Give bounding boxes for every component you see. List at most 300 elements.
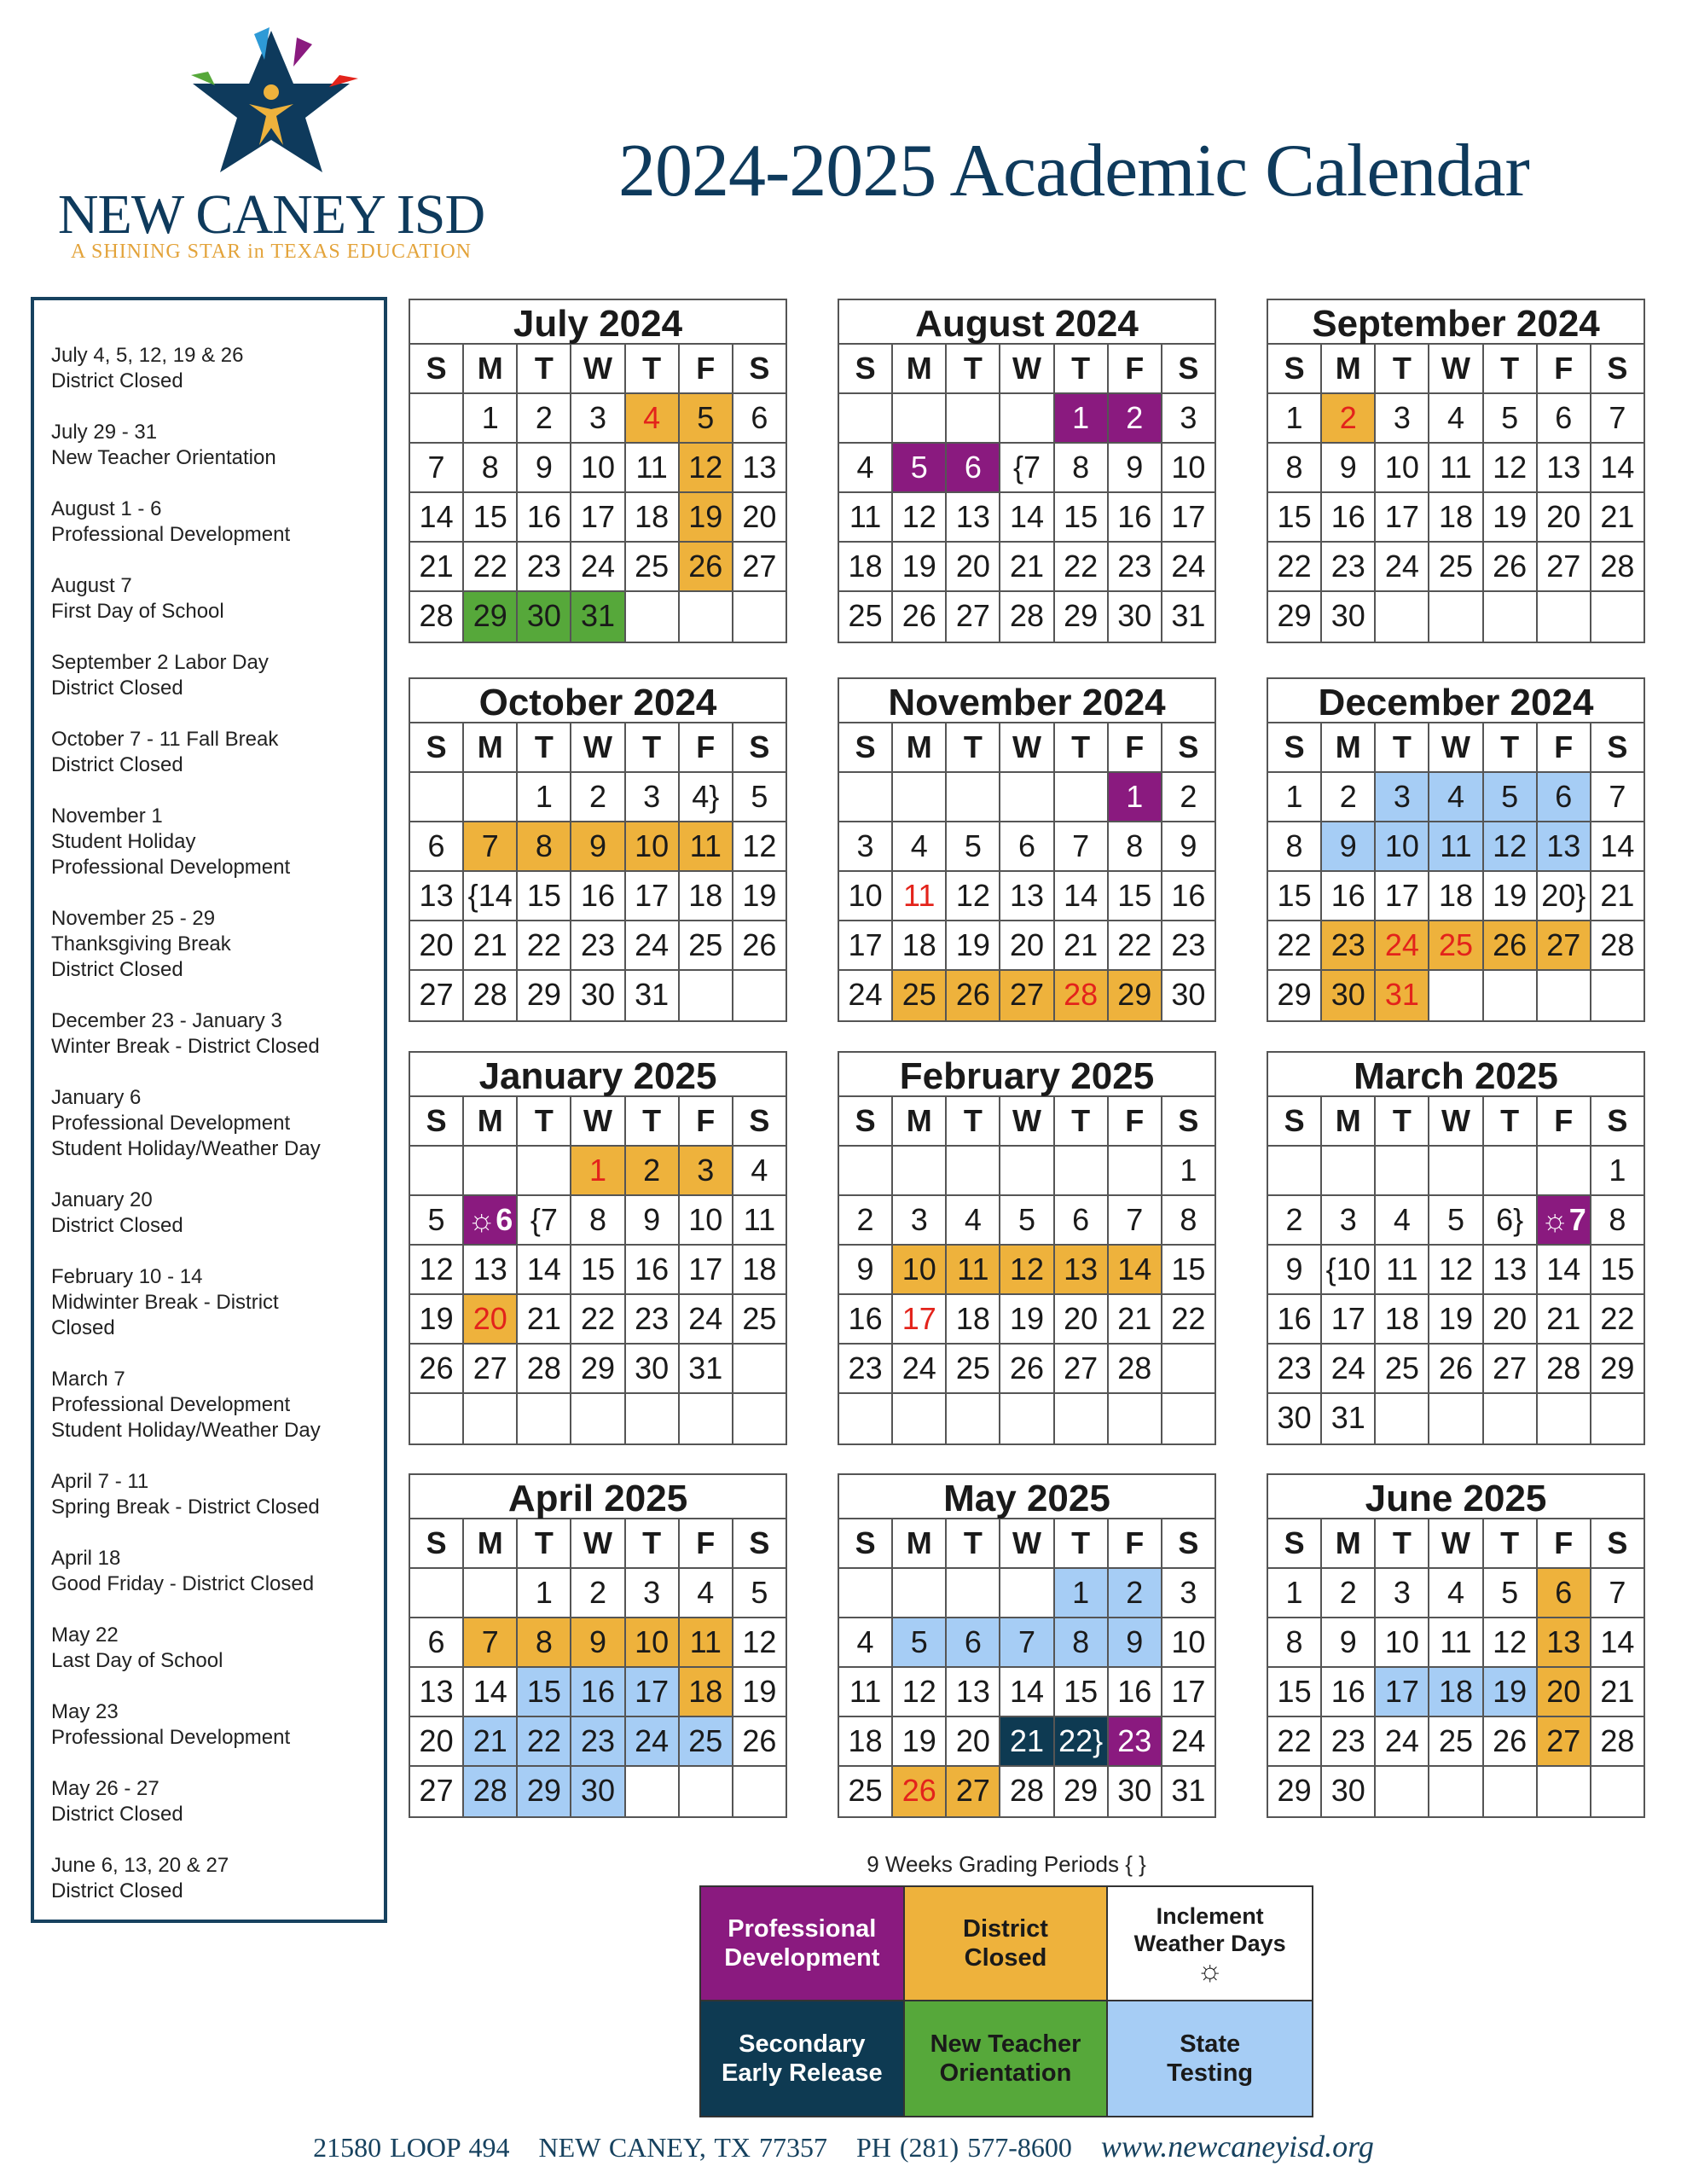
day-cell: [410, 773, 464, 821]
day-cell: [464, 1147, 518, 1194]
day-cell: 28: [1000, 1767, 1054, 1816]
weekday-label: S: [1268, 1519, 1322, 1567]
weekday-label: W: [571, 345, 625, 392]
day-cell: [410, 394, 464, 442]
day-cell: 14: [464, 1668, 518, 1716]
day-cell: [839, 1394, 893, 1443]
week-row: [839, 1246, 1215, 1295]
day-cell: 16: [626, 1246, 680, 1293]
week-row: [1268, 543, 1644, 592]
weekday-label: W: [1429, 723, 1483, 771]
sidebar-item: [51, 420, 384, 497]
day-cell: 3: [1322, 1196, 1376, 1244]
day-cell: 7: [1109, 1196, 1162, 1244]
day-cell: 30: [626, 1345, 680, 1392]
day-cell: 19: [947, 921, 1000, 969]
legend-label-line: Secondary: [739, 2030, 866, 2058]
day-cell: 26: [1484, 543, 1538, 590]
week-row: [839, 1295, 1215, 1345]
day-cell: 22: [1268, 1717, 1322, 1765]
sidebar-item-line: January 6: [51, 1086, 142, 1109]
day-cell: 17: [571, 493, 625, 541]
weekday-label: W: [571, 1519, 625, 1567]
day-cell: 18: [742, 1252, 777, 1287]
week-row: [839, 822, 1215, 872]
day-cell: 15: [518, 872, 571, 920]
day-cell: 21: [1600, 1674, 1635, 1709]
day-cell: 15: [464, 493, 518, 541]
day-cell: 23: [1322, 1717, 1376, 1765]
day-cell: 25: [947, 1345, 1000, 1392]
day-cell: [1591, 971, 1644, 1020]
day-cell: 13: [410, 872, 464, 920]
day-cell: 7: [1609, 400, 1626, 435]
sidebar-item-line: District Closed: [51, 677, 183, 700]
weekday-header: [410, 723, 786, 773]
day-cell: 28: [1600, 1723, 1635, 1758]
week-row: [1268, 1618, 1644, 1668]
day-cell: 4: [1429, 1569, 1483, 1617]
week-row: [410, 444, 786, 493]
sidebar-item-line: Spring Break - District Closed: [51, 1496, 320, 1519]
week-row: [410, 1394, 786, 1443]
weekday-label: S: [749, 729, 770, 764]
day-cell: 3: [680, 1147, 733, 1194]
week-row: [1268, 1668, 1644, 1717]
weekday-label: T: [1055, 1097, 1109, 1145]
day-cell: 9: [1180, 828, 1197, 863]
day-cell: 11: [1429, 822, 1483, 870]
week-row: [1268, 1196, 1644, 1246]
weekday-label: T: [1055, 345, 1109, 392]
weekday-label: M: [1322, 723, 1376, 771]
day-cell: 7: [1000, 1618, 1054, 1666]
week-row: [410, 592, 786, 642]
day-cell: 27: [410, 971, 464, 1020]
day-cell: 28: [1600, 549, 1635, 584]
day-cell: 25: [680, 1717, 733, 1765]
page-title: 2024-2025 Academic Calendar: [618, 130, 1529, 212]
weekday-label: F: [1109, 1097, 1162, 1145]
weekday-label: M: [1322, 1097, 1376, 1145]
day-cell: 6: [1538, 1569, 1591, 1617]
day-cell: 27: [1538, 543, 1591, 590]
weekday-label: S: [1268, 345, 1322, 392]
day-cell: 30: [1109, 1767, 1162, 1816]
sidebar-item-line: Closed: [51, 1316, 115, 1339]
sidebar-item-line: Good Friday - District Closed: [51, 1572, 315, 1595]
weekday-label: M: [464, 345, 518, 392]
day-cell: 24: [1322, 1345, 1376, 1392]
weekday-label: F: [1538, 1097, 1591, 1145]
weekday-label: M: [464, 1519, 518, 1567]
week-row: [839, 493, 1215, 543]
day-cell: 4: [839, 444, 893, 491]
day-cell: 20}: [1538, 872, 1591, 920]
sidebar-item-line: August 7: [51, 574, 132, 597]
day-cell: [1538, 592, 1591, 642]
day-cell: 17: [893, 1295, 947, 1343]
day-cell: 5: [680, 394, 733, 442]
day-cell: {7: [1000, 444, 1054, 491]
day-cell: 20: [1000, 921, 1054, 969]
week-row: [410, 394, 786, 444]
day-cell: 5: [410, 1196, 464, 1244]
week-row: [410, 822, 786, 872]
day-cell: 23: [839, 1345, 893, 1392]
week-row: [410, 921, 786, 971]
day-cell: 1: [464, 394, 518, 442]
day-cell: 11: [947, 1246, 1000, 1293]
week-row: [410, 1668, 786, 1717]
day-cell: 11: [1429, 444, 1483, 491]
day-cell: [1000, 394, 1054, 442]
day-cell: 31: [1322, 1394, 1376, 1443]
day-cell: 2: [1109, 394, 1162, 442]
day-cell: 14: [1600, 450, 1635, 485]
day-cell: [1376, 1767, 1429, 1816]
weekday-header: [839, 1097, 1215, 1147]
weekday-label: T: [947, 723, 1000, 771]
day-cell: 2: [571, 773, 625, 821]
day-cell: 1: [1268, 773, 1322, 821]
day-cell: 22: [571, 1295, 625, 1343]
day-cell: 17: [626, 872, 680, 920]
day-cell: [1429, 1147, 1483, 1194]
weekday-label: T: [1055, 1519, 1109, 1567]
day-cell: 16: [1322, 872, 1376, 920]
day-cell: 29: [1109, 971, 1162, 1020]
day-cell: 22: [518, 921, 571, 969]
week-row: [410, 1246, 786, 1295]
legend-label-line: Early Release: [722, 2059, 883, 2087]
month-calendar: [1267, 299, 1645, 643]
day-cell: 27: [464, 1345, 518, 1392]
legend-label-line: Testing: [1167, 2059, 1254, 2087]
sidebar-item-line: Professional Development: [51, 1393, 291, 1416]
legend-label-line: Orientation: [939, 2059, 1072, 2087]
day-cell: [733, 1767, 786, 1816]
day-cell: 30: [1268, 1394, 1322, 1443]
weekday-label: S: [749, 1103, 770, 1138]
day-cell: 25: [1429, 921, 1483, 969]
sidebar-item-line: District Closed: [51, 369, 183, 392]
day-cell: 29: [1268, 1767, 1322, 1816]
legend-pd: [701, 1887, 905, 2001]
day-cell: 6: [751, 400, 768, 435]
day-cell: 24: [571, 543, 625, 590]
day-cell: 24: [626, 921, 680, 969]
weekday-label: S: [1268, 723, 1322, 771]
day-cell: 2: [1322, 1569, 1376, 1617]
day-cell: 1: [1055, 394, 1109, 442]
day-cell: 5: [1484, 394, 1538, 442]
day-cell: [410, 1394, 464, 1443]
day-cell: 20: [1484, 1295, 1538, 1343]
star-logo-icon: [41, 26, 501, 183]
weekday-header: [1268, 1519, 1644, 1569]
day-cell: 10: [1376, 444, 1429, 491]
day-cell: 22: [464, 543, 518, 590]
day-cell: [1055, 773, 1109, 821]
week-row: [839, 1147, 1215, 1196]
day-cell: 5: [893, 444, 947, 491]
day-cell: [733, 1394, 786, 1443]
day-cell: 17: [839, 921, 893, 969]
day-cell: 18: [680, 872, 733, 920]
day-cell: 8: [571, 1196, 625, 1244]
day-cell: 13: [1538, 1618, 1591, 1666]
day-cell: [893, 1147, 947, 1194]
week-row: [1268, 444, 1644, 493]
day-cell: 19: [1484, 1668, 1538, 1716]
day-cell: 30: [571, 1767, 625, 1816]
day-cell: 11: [893, 872, 947, 920]
weekday-label: W: [571, 1097, 625, 1145]
day-cell: 17: [1376, 1668, 1429, 1716]
weekday-label: W: [1000, 345, 1054, 392]
week-row: [410, 1295, 786, 1345]
day-cell: 22: [518, 1717, 571, 1765]
day-cell: 29: [1055, 592, 1109, 642]
day-cell: [893, 773, 947, 821]
weekday-label: S: [839, 345, 893, 392]
day-cell: [1109, 1147, 1162, 1194]
day-cell: [1538, 1767, 1591, 1816]
weekday-label: W: [1429, 1519, 1483, 1567]
day-cell: 20: [947, 543, 1000, 590]
day-cell: [410, 1147, 464, 1194]
day-cell: [947, 1394, 1000, 1443]
week-row: [1268, 872, 1644, 921]
day-cell: 3: [893, 1196, 947, 1244]
day-cell: [571, 1394, 625, 1443]
day-cell: [839, 1147, 893, 1194]
day-cell: [1429, 971, 1483, 1020]
day-cell: 24: [626, 1717, 680, 1765]
day-cell: 3: [571, 394, 625, 442]
month-calendar: [1267, 677, 1645, 1022]
day-cell: [893, 394, 947, 442]
day-cell: 2: [1109, 1569, 1162, 1617]
day-cell: 4}: [680, 773, 733, 821]
day-cell: 9: [1322, 1618, 1376, 1666]
day-cell: [1162, 1394, 1215, 1443]
week-row: [1268, 493, 1644, 543]
week-row: [1268, 1295, 1644, 1345]
weekday-label: M: [1322, 345, 1376, 392]
day-cell: 11: [1429, 1618, 1483, 1666]
month-calendar: [838, 1473, 1216, 1818]
footer-website-link[interactable]: www.newcaneyisd.org: [1100, 2129, 1374, 2164]
weekday-label: T: [947, 345, 1000, 392]
day-cell: 27: [947, 1767, 1000, 1816]
sidebar-item: [51, 1546, 384, 1623]
day-cell: 25: [626, 543, 680, 590]
day-cell: 24: [680, 1295, 733, 1343]
day-cell: 23: [1109, 543, 1162, 590]
week-row: [1268, 1394, 1644, 1443]
day-cell: 8: [1268, 444, 1322, 491]
week-row: [839, 394, 1215, 444]
grading-periods-note: 9 Weeks Grading Periods { }: [867, 1851, 1146, 1877]
day-cell: 8: [1268, 1618, 1322, 1666]
day-cell: [626, 1767, 680, 1816]
month-calendar: [838, 1051, 1216, 1445]
day-cell: 23: [1171, 927, 1206, 962]
weekday-label: T: [518, 345, 571, 392]
day-cell: 3: [1376, 1569, 1429, 1617]
sidebar-item: [51, 1367, 384, 1469]
sidebar-item-line: District Closed: [51, 1879, 183, 1902]
day-cell: 20: [1538, 493, 1591, 541]
month-title: July 2024: [410, 300, 786, 345]
day-cell: 24: [1376, 543, 1429, 590]
day-cell: 10: [626, 822, 680, 870]
day-cell: 6: [947, 1618, 1000, 1666]
day-cell: 25: [893, 971, 947, 1020]
day-cell: 28: [1600, 927, 1635, 962]
important-dates-sidebar: [31, 297, 387, 1923]
sidebar-item-line: Professional Development: [51, 856, 291, 879]
sidebar-item-line: July 4, 5, 12, 19 & 26: [51, 344, 244, 367]
weekday-label: T: [518, 1097, 571, 1145]
weekday-label: S: [410, 723, 464, 771]
day-cell: 30: [1322, 971, 1376, 1020]
weekday-label: S: [410, 345, 464, 392]
day-cell: [1162, 1345, 1215, 1392]
day-cell: 9: [1109, 1618, 1162, 1666]
day-cell: 17: [1171, 1674, 1206, 1709]
day-cell: 31: [680, 1345, 733, 1392]
weekday-label: W: [1429, 345, 1483, 392]
weekday-label: M: [893, 1519, 947, 1567]
sidebar-item-line: Thanksgiving Break: [51, 932, 231, 956]
day-cell: 12: [680, 444, 733, 491]
day-cell: 21: [1000, 543, 1054, 590]
day-cell: 7: [464, 822, 518, 870]
sidebar-item-line: October 7 - 11 Fall Break: [51, 728, 279, 751]
day-cell: 4: [680, 1569, 733, 1617]
day-cell: 4: [1376, 1196, 1429, 1244]
week-row: [1268, 394, 1644, 444]
week-row: [839, 1618, 1215, 1668]
day-cell: ☼6: [464, 1196, 518, 1244]
day-cell: [1538, 1147, 1591, 1194]
day-cell: [464, 773, 518, 821]
day-cell: 16: [1109, 493, 1162, 541]
day-cell: 21: [1600, 878, 1635, 913]
week-row: [839, 1345, 1215, 1394]
sidebar-item-line: November 1: [51, 804, 163, 828]
day-cell: 11: [680, 1618, 733, 1666]
day-cell: 5: [1484, 773, 1538, 821]
day-cell: 22: [1268, 921, 1322, 969]
month-title: August 2024: [839, 300, 1215, 345]
weekday-label: T: [1376, 345, 1429, 392]
day-cell: 4: [839, 1618, 893, 1666]
day-cell: 27: [1538, 1717, 1591, 1765]
day-cell: 17: [1322, 1295, 1376, 1343]
day-cell: [680, 1767, 733, 1816]
day-cell: 5: [751, 1575, 768, 1610]
legend-label-line: Development: [724, 1944, 880, 1972]
week-row: [839, 1717, 1215, 1767]
sidebar-item-line: District Closed: [51, 753, 183, 776]
sidebar-item-line: February 10 - 14: [51, 1265, 203, 1288]
sidebar-item-line: May 22: [51, 1623, 119, 1647]
day-cell: 24: [1171, 1723, 1206, 1758]
week-row: [839, 592, 1215, 642]
weekday-label: W: [571, 723, 625, 771]
day-cell: 15: [1055, 493, 1109, 541]
sidebar-item: [51, 573, 384, 650]
sidebar-item-line: Professional Development: [51, 1726, 291, 1749]
sidebar-item-line: January 20: [51, 1188, 153, 1211]
day-cell: 1: [571, 1147, 625, 1194]
weekday-label: S: [1607, 1525, 1628, 1560]
day-cell: [947, 773, 1000, 821]
legend-label-line: Closed: [964, 1944, 1047, 1972]
day-cell: [1000, 1147, 1054, 1194]
day-cell: 6: [1538, 773, 1591, 821]
weekday-label: M: [893, 1097, 947, 1145]
day-cell: 13: [742, 450, 777, 485]
day-cell: 22: [1600, 1301, 1635, 1336]
day-cell: [1591, 1394, 1644, 1443]
day-cell: 19: [1484, 493, 1538, 541]
day-cell: [626, 1394, 680, 1443]
weekday-label: S: [1607, 351, 1628, 386]
sidebar-item: [51, 727, 384, 804]
sidebar-item: [51, 343, 384, 420]
day-cell: 13: [1484, 1246, 1538, 1293]
day-cell: 10: [680, 1196, 733, 1244]
day-cell: [464, 1394, 518, 1443]
weekday-header: [410, 1519, 786, 1569]
weekday-label: T: [626, 1097, 680, 1145]
weekday-label: T: [947, 1097, 1000, 1145]
day-cell: [1591, 592, 1644, 642]
week-row: [410, 1569, 786, 1618]
day-cell: 10: [1171, 450, 1206, 485]
day-cell: 21: [1109, 1295, 1162, 1343]
months-grid: [409, 299, 1645, 1834]
day-cell: [1109, 1394, 1162, 1443]
sidebar-item-line: Last Day of School: [51, 1649, 223, 1672]
day-cell: 29: [1268, 592, 1322, 642]
day-cell: 9: [1322, 822, 1376, 870]
day-cell: 11: [680, 822, 733, 870]
day-cell: 5: [1484, 1569, 1538, 1617]
weekday-label: T: [626, 723, 680, 771]
day-cell: 4: [626, 394, 680, 442]
sidebar-item-line: District Closed: [51, 958, 183, 981]
day-cell: 15: [1268, 1668, 1322, 1716]
day-cell: 23: [518, 543, 571, 590]
week-row: [839, 921, 1215, 971]
week-row: [839, 1668, 1215, 1717]
month-title: December 2024: [1268, 679, 1644, 723]
day-cell: [1268, 1147, 1322, 1194]
day-cell: 16: [571, 1668, 625, 1716]
sidebar-item-line: April 7 - 11: [51, 1470, 149, 1493]
day-cell: [1376, 1394, 1429, 1443]
day-cell: 24: [1376, 921, 1429, 969]
day-cell: 16: [1109, 1668, 1162, 1716]
day-cell: [893, 1394, 947, 1443]
sidebar-item-line: Professional Development: [51, 1112, 291, 1135]
